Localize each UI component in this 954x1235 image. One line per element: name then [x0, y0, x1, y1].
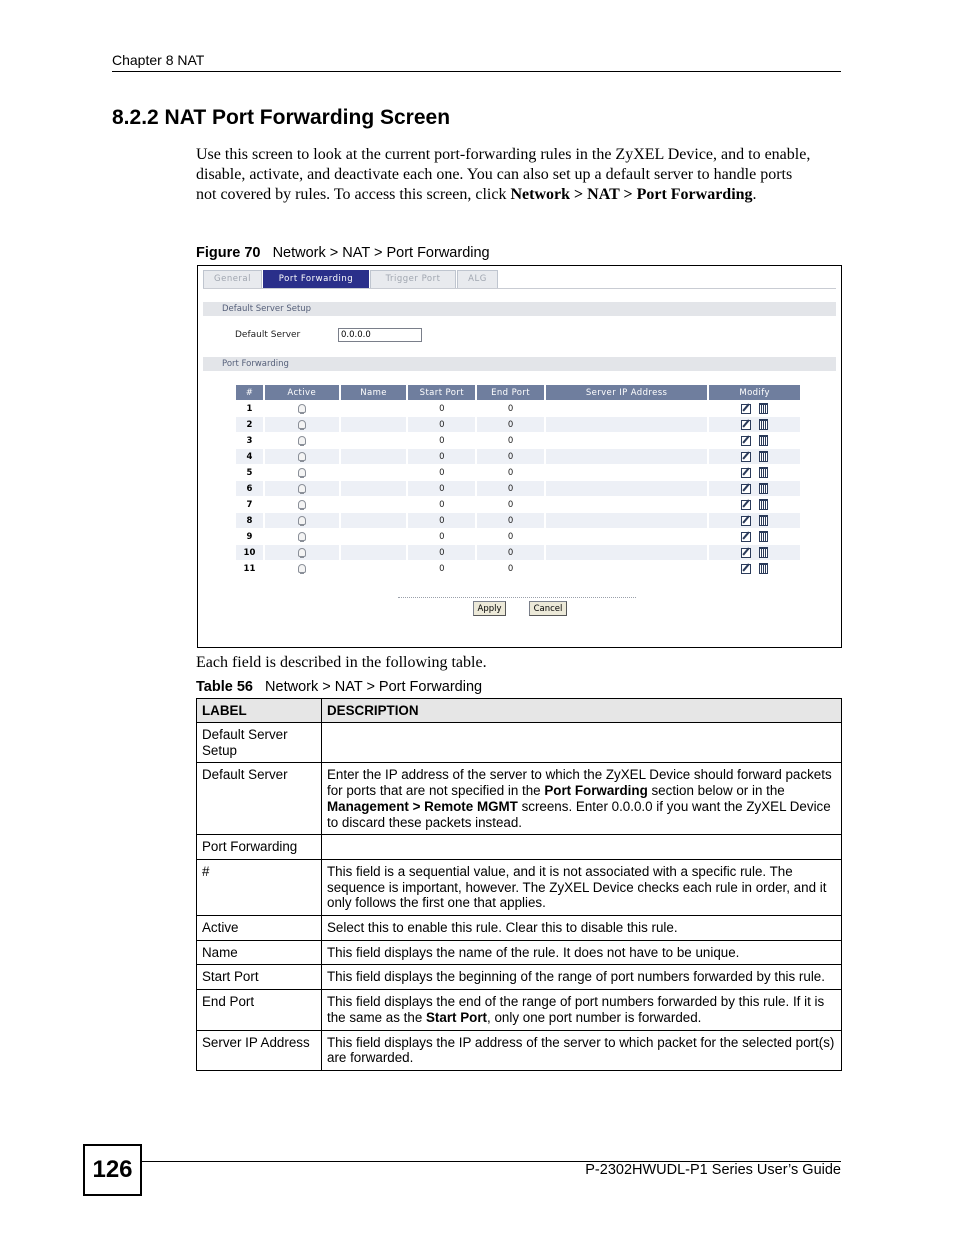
edit-icon[interactable]	[741, 548, 751, 558]
edit-icon[interactable]	[741, 468, 751, 478]
edit-icon[interactable]	[741, 500, 751, 510]
table-caption: Table 56 Network > NAT > Port Forwarding	[196, 679, 483, 695]
rule-number: 7	[236, 497, 264, 513]
button-divider	[398, 597, 636, 598]
field-description-table	[196, 698, 842, 1071]
default-server-setup-heading: Default Server Setup	[203, 302, 836, 316]
rule-number: 10	[236, 545, 264, 561]
rule-end-port: 0	[476, 417, 545, 433]
rule-number: 6	[236, 481, 264, 497]
col-end-port: End Port	[476, 385, 545, 401]
edit-icon[interactable]	[741, 404, 751, 414]
rule-active	[264, 529, 340, 545]
edit-icon[interactable]	[741, 436, 751, 446]
rule-start-port: 0	[407, 545, 476, 561]
lightbulb-icon[interactable]	[298, 420, 306, 429]
rule-server-ip	[545, 465, 708, 481]
rule-name	[340, 545, 408, 561]
col-modify: Modify	[708, 385, 801, 401]
field-description: Enter the IP address of the server to which the ZyXEL Device should forward packets for ports that are not specified in the Port Forwarding section below or in the Management > Remote MGMT screens. Enter 0.0.0.0 if you want the ZyXEL Device to discard these packets instead.	[322, 763, 842, 835]
rule-active	[264, 481, 340, 497]
rule-end-port: 0	[476, 561, 545, 577]
col-active: Active	[264, 385, 340, 401]
rule-modify	[708, 545, 801, 561]
default-server-label: Default Server	[235, 330, 301, 340]
trash-icon[interactable]	[759, 435, 768, 446]
lightbulb-icon[interactable]	[298, 564, 306, 573]
field-description: This field displays the IP address of the server to which packet for the selected port(s) are forwarded.	[322, 1030, 842, 1070]
rule-active	[264, 513, 340, 529]
rule-number: 8	[236, 513, 264, 529]
col-start-port: Start Port	[407, 385, 476, 401]
rule-end-port: 0	[476, 529, 545, 545]
rule-start-port: 0	[407, 497, 476, 513]
trash-icon[interactable]	[759, 403, 768, 414]
rule-modify	[708, 529, 801, 545]
table-row	[197, 859, 842, 915]
chapter-header: Chapter 8 NAT	[112, 52, 205, 68]
field-label: Start Port	[197, 965, 322, 990]
field-label: End Port	[197, 990, 322, 1030]
section-title: 8.2.2 NAT Port Forwarding Screen	[112, 106, 451, 129]
field-description	[322, 835, 842, 860]
description-header: DESCRIPTION	[322, 699, 842, 723]
rule-row	[236, 561, 801, 577]
rule-name	[340, 449, 408, 465]
rule-row	[236, 465, 801, 481]
rule-row	[236, 481, 801, 497]
default-server-input[interactable]	[338, 328, 422, 342]
col-number: #	[236, 385, 264, 401]
field-description	[322, 723, 842, 763]
rule-row	[236, 513, 801, 529]
each-field-text: Each field is described in the following table.	[196, 654, 487, 671]
label-header: LABEL	[197, 699, 322, 723]
rule-end-port: 0	[476, 545, 545, 561]
rule-active	[264, 545, 340, 561]
trash-icon[interactable]	[759, 499, 768, 510]
rule-number: 5	[236, 465, 264, 481]
rule-server-ip	[545, 497, 708, 513]
rule-modify	[708, 513, 801, 529]
lightbulb-icon[interactable]	[298, 532, 306, 541]
tab-bar	[203, 270, 499, 288]
rule-modify	[708, 481, 801, 497]
rule-active	[264, 561, 340, 577]
trash-icon[interactable]	[759, 451, 768, 462]
rule-end-port: 0	[476, 433, 545, 449]
rule-active	[264, 449, 340, 465]
trash-icon[interactable]	[759, 467, 768, 478]
rule-name	[340, 465, 408, 481]
rule-end-port: 0	[476, 449, 545, 465]
rule-end-port: 0	[476, 401, 545, 417]
rule-number: 1	[236, 401, 264, 417]
edit-icon[interactable]	[741, 516, 751, 526]
rule-modify	[708, 561, 801, 577]
rule-name	[340, 529, 408, 545]
edit-icon[interactable]	[741, 484, 751, 494]
field-description: This field displays the name of the rule. It does not have to be unique.	[322, 940, 842, 965]
rule-number: 9	[236, 529, 264, 545]
lightbulb-icon[interactable]	[298, 516, 306, 525]
rule-start-port: 0	[407, 449, 476, 465]
rule-name	[340, 417, 408, 433]
table-row	[197, 916, 842, 941]
field-description: This field displays the end of the range of port numbers forwarded by this rule. If it is the same as the Start Port, only one port number is forwarded.	[322, 990, 842, 1030]
tab-general[interactable]: General	[203, 270, 262, 288]
field-label: Default Server Setup	[197, 723, 322, 763]
rule-row	[236, 497, 801, 513]
rule-server-ip	[545, 417, 708, 433]
field-label: Port Forwarding	[197, 835, 322, 860]
intro-paragraph: Use this screen to look at the current port-forwarding rules in the ZyXEL Device, and to enable, disable, activate, and deactivate each one. You can also set up a default server to handle ports not covered by rules. To access this screen, click Network > NAT > Port Forwarding.	[196, 146, 811, 203]
rule-start-port: 0	[407, 481, 476, 497]
rule-start-port: 0	[407, 529, 476, 545]
trash-icon[interactable]	[759, 483, 768, 494]
rule-server-ip	[545, 561, 708, 577]
tab-underline	[203, 288, 836, 289]
lightbulb-icon[interactable]	[298, 452, 306, 461]
rule-name	[340, 401, 408, 417]
rule-server-ip	[545, 481, 708, 497]
rule-active	[264, 465, 340, 481]
rule-end-port: 0	[476, 465, 545, 481]
edit-icon[interactable]	[741, 420, 751, 430]
intro-path: Network > NAT > Port Forwarding	[510, 186, 753, 203]
field-label: Active	[197, 916, 322, 941]
rule-number: 11	[236, 561, 264, 577]
table-row	[197, 965, 842, 990]
rule-server-ip	[545, 401, 708, 417]
rule-end-port: 0	[476, 497, 545, 513]
rule-modify	[708, 465, 801, 481]
tab-port-forwarding[interactable]: Port Forwarding	[263, 270, 369, 288]
rule-active	[264, 417, 340, 433]
rule-name	[340, 561, 408, 577]
field-label: Default Server	[197, 763, 322, 835]
rule-number: 2	[236, 417, 264, 433]
trash-icon[interactable]	[759, 547, 768, 558]
rule-modify	[708, 401, 801, 417]
table-row	[197, 1030, 842, 1070]
figure-caption: Figure 70 Network > NAT > Port Forwarding	[196, 245, 490, 261]
rule-server-ip	[545, 449, 708, 465]
rule-number: 4	[236, 449, 264, 465]
lightbulb-icon[interactable]	[298, 404, 306, 413]
rule-row	[236, 449, 801, 465]
rule-server-ip	[545, 513, 708, 529]
tab-alg[interactable]: ALG	[457, 270, 498, 288]
rule-number: 3	[236, 433, 264, 449]
field-description: This field displays the beginning of the range of port numbers forwarded by this rule.	[322, 965, 842, 990]
trash-icon[interactable]	[759, 419, 768, 430]
rule-start-port: 0	[407, 417, 476, 433]
table-row	[197, 990, 842, 1030]
field-label: Name	[197, 940, 322, 965]
rule-modify	[708, 433, 801, 449]
lightbulb-icon[interactable]	[298, 436, 306, 445]
port-forwarding-table	[236, 385, 802, 576]
lightbulb-icon[interactable]	[298, 500, 306, 509]
trash-icon[interactable]	[759, 531, 768, 542]
trash-icon[interactable]	[759, 515, 768, 526]
rule-active	[264, 401, 340, 417]
page-number: 126	[83, 1144, 142, 1196]
field-description: Select this to enable this rule. Clear this to disable this rule.	[322, 916, 842, 941]
rule-active	[264, 497, 340, 513]
header-rule	[112, 71, 841, 72]
apply-button[interactable]: Apply	[473, 601, 506, 616]
rule-row	[236, 545, 801, 561]
col-server-ip: Server IP Address	[545, 385, 708, 401]
cancel-button[interactable]: Cancel	[529, 601, 567, 616]
field-description: This field is a sequential value, and it is not associated with a specific rule. The sequence is important, however. The ZyXEL Device checks each rule in order, and it only follows the first one that applies.	[322, 859, 842, 915]
rule-row	[236, 529, 801, 545]
rule-active	[264, 433, 340, 449]
edit-icon[interactable]	[741, 564, 751, 574]
col-name: Name	[340, 385, 408, 401]
rule-server-ip	[545, 545, 708, 561]
rule-end-port: 0	[476, 481, 545, 497]
guide-title: P-2302HWUDL-P1 Series User’s Guide	[585, 1162, 841, 1178]
port-forwarding-heading: Port Forwarding	[203, 357, 836, 371]
rule-start-port: 0	[407, 513, 476, 529]
field-label: #	[197, 859, 322, 915]
rule-start-port: 0	[407, 465, 476, 481]
rule-modify	[708, 449, 801, 465]
rule-modify	[708, 417, 801, 433]
rule-start-port: 0	[407, 433, 476, 449]
tab-trigger-port[interactable]: Trigger Port	[370, 270, 456, 288]
edit-icon[interactable]	[741, 452, 751, 462]
table-row	[197, 940, 842, 965]
rule-end-port: 0	[476, 513, 545, 529]
rule-name	[340, 481, 408, 497]
port-forwarding-screenshot	[197, 265, 842, 648]
rule-server-ip	[545, 433, 708, 449]
rule-modify	[708, 497, 801, 513]
trash-icon[interactable]	[759, 563, 768, 574]
rule-row	[236, 417, 801, 433]
field-label: Server IP Address	[197, 1030, 322, 1070]
rule-name	[340, 513, 408, 529]
rule-name	[340, 497, 408, 513]
lightbulb-icon[interactable]	[298, 468, 306, 477]
rule-row	[236, 401, 801, 417]
rule-server-ip	[545, 529, 708, 545]
table-row	[197, 763, 842, 835]
lightbulb-icon[interactable]	[298, 548, 306, 557]
rule-row	[236, 433, 801, 449]
rule-name	[340, 433, 408, 449]
table-row	[197, 835, 842, 860]
lightbulb-icon[interactable]	[298, 484, 306, 493]
table-row	[197, 723, 842, 763]
rule-start-port: 0	[407, 401, 476, 417]
edit-icon[interactable]	[741, 532, 751, 542]
rule-start-port: 0	[407, 561, 476, 577]
